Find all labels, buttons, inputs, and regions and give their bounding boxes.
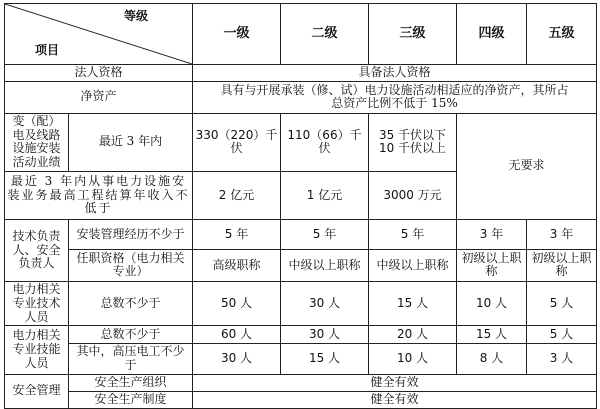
experience-level4: 3 年 (457, 219, 527, 249)
hv-count-level1: 30 人 (193, 344, 281, 375)
level-head-1: 一级 (193, 4, 281, 65)
performance-level3-line1: 35 千伏以下 (378, 127, 447, 142)
hv-count-level3: 10 人 (369, 344, 457, 375)
skill-staff-count-label: 总数不少于 (69, 326, 193, 344)
skill-count-level3: 20 人 (369, 326, 457, 344)
performance-group-label: 变（配）电及线路设施安装活动业绩 (5, 113, 69, 171)
header-grade-label: 等级 (123, 9, 148, 23)
safety-rule-value: 健全有效 (193, 391, 597, 408)
tech-count-level2: 30 人 (281, 281, 369, 325)
safety-org-label: 安全生产组织 (69, 374, 193, 391)
legal-value: 具备法人资格 (193, 65, 597, 82)
level-head-3: 三级 (369, 4, 457, 65)
title-level4: 初级以上职称 (457, 249, 527, 281)
title-level3: 中级以上职称 (369, 249, 457, 281)
legal-label: 法人资格 (5, 65, 193, 82)
revenue-label: 最近 3 年内从事电力设施安装业务最高工程结算年收入不低于 (5, 171, 193, 219)
skill-count-level2: 30 人 (281, 326, 369, 344)
skill-staff-hv-label: 其中，高压电工不少于 (69, 344, 193, 375)
level-head-2: 二级 (281, 4, 369, 65)
revenue-level2: 1 亿元 (281, 171, 369, 219)
header-diagonal-line (5, 4, 192, 64)
performance-level1: 330（220）千伏 (193, 113, 281, 171)
tech-count-level3: 15 人 (369, 281, 457, 325)
tech-count-level4: 10 人 (457, 281, 527, 325)
no-requirement-cell: 无要求 (457, 113, 597, 219)
leaders-title-label: 任职资格（电力相关专业） (69, 249, 193, 281)
net-assets-label: 净资产 (5, 81, 193, 113)
net-assets-line2: 总资产比例不低于 15% (331, 96, 458, 111)
leaders-experience-label: 安装管理经历不少于 (69, 219, 193, 249)
safety-org-value: 健全有效 (193, 374, 597, 391)
level-head-4: 四级 (457, 4, 527, 65)
performance-years-label: 最近 3 年内 (69, 113, 193, 171)
safety-rule-label: 安全生产制度 (69, 391, 193, 408)
skill-count-level4: 15 人 (457, 326, 527, 344)
qualification-table (4, 3, 597, 409)
header-corner-cell (5, 4, 193, 65)
experience-level3: 5 年 (369, 219, 457, 249)
tech-staff-count-label: 总数不少于 (69, 281, 193, 325)
net-assets-line1: 具有与开展承装（修、试）电力设施活动相适应的净资产，其所占 (220, 82, 569, 97)
safety-group-label: 安全管理 (5, 374, 69, 408)
leaders-group-label: 技术负责人、安全负责人 (5, 219, 69, 281)
hv-count-level4: 8 人 (457, 344, 527, 375)
performance-level2: 110（66）千伏 (281, 113, 369, 171)
title-level1: 高级职称 (193, 249, 281, 281)
skill-staff-group-label: 电力相关专业技能人员 (5, 326, 69, 375)
title-level5: 初级以上职称 (527, 249, 597, 281)
experience-level5: 3 年 (527, 219, 597, 249)
revenue-level3: 3000 万元 (369, 171, 457, 219)
skill-count-level1: 60 人 (193, 326, 281, 344)
performance-level3 (369, 113, 457, 171)
header-item-label: 项目 (35, 43, 60, 58)
tech-count-level5: 5 人 (527, 281, 597, 325)
experience-level1: 5 年 (193, 219, 281, 249)
revenue-level1: 2 亿元 (193, 171, 281, 219)
experience-level2: 5 年 (281, 219, 369, 249)
hv-count-level2: 15 人 (281, 344, 369, 375)
tech-staff-group-label: 电力相关专业技术人员 (5, 281, 69, 325)
net-assets-value (193, 81, 597, 113)
level-head-5: 五级 (527, 4, 597, 65)
title-level2: 中级以上职称 (281, 249, 369, 281)
hv-count-level5: 3 人 (527, 344, 597, 375)
performance-level3-line2: 10 千伏以上 (378, 141, 447, 156)
tech-count-level1: 50 人 (193, 281, 281, 325)
skill-count-level5: 5 人 (527, 326, 597, 344)
